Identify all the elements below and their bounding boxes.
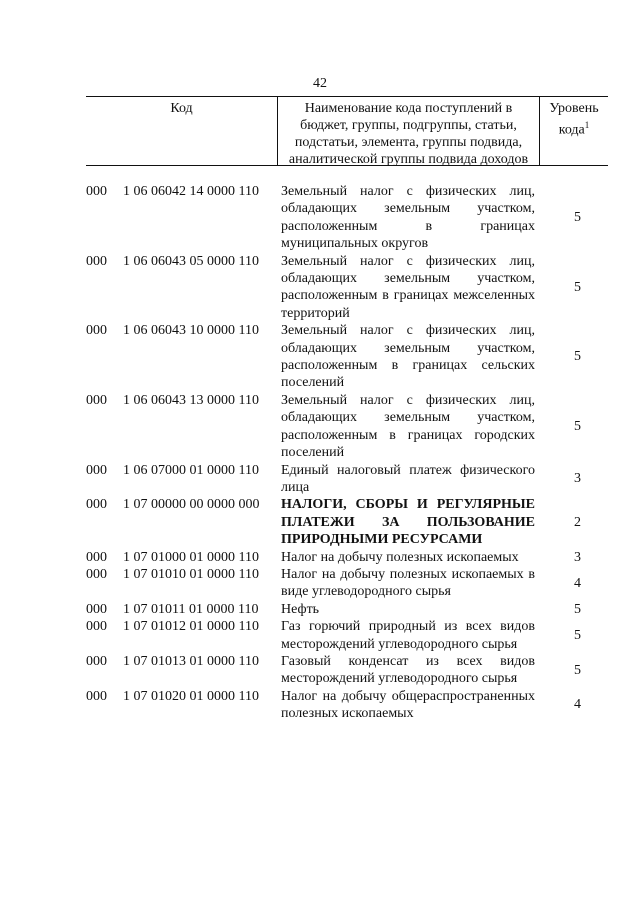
table-row [86, 322, 608, 392]
row-level: 5 [574, 662, 581, 678]
row-name: Налог на добычу полезных ископаемых в виде углеводородного сырья [281, 566, 535, 600]
row-level: 3 [574, 549, 581, 565]
row-prefix: 000 [86, 601, 107, 617]
row-name: Налог на добычу полезных ископаемых [281, 549, 519, 565]
page-number: 42 [313, 76, 327, 91]
header-level-label: Уровень кода [549, 101, 599, 138]
table-row [86, 183, 608, 253]
row-name: Земельный налог с физических лиц, обладающих земельным участком, расположенным в границах муниципальных округов [281, 184, 535, 252]
table-row [86, 462, 608, 497]
row-code: 1 07 01000 01 0000 110 [123, 549, 259, 565]
row-level: 5 [574, 601, 581, 617]
row-prefix: 000 [86, 462, 107, 478]
row-code: 1 06 07000 01 0000 110 [123, 462, 259, 478]
row-code: 1 07 01012 01 0000 110 [123, 619, 259, 635]
row-code: 1 06 06043 10 0000 110 [123, 323, 259, 339]
row-name: Газ горючий природный из всех видов месторождений углеводородного сырья [281, 619, 535, 652]
table-row [86, 549, 608, 566]
row-prefix: 000 [86, 323, 107, 339]
row-name: Земельный налог с физических лиц, обладающих земельным участком, расположенным в границах городских поселений [281, 392, 535, 461]
table-row [86, 496, 608, 548]
row-prefix: 000 [86, 549, 107, 565]
row-code: 1 07 01020 01 0000 110 [123, 688, 259, 704]
row-code: 1 07 00000 00 0000 000 [123, 497, 260, 513]
row-level: 4 [574, 575, 581, 591]
row-level: 2 [574, 514, 581, 530]
table-row [86, 688, 608, 723]
table-body [86, 183, 608, 723]
header-code: Код [86, 97, 278, 165]
row-name: Налог на добычу общераспространенных полезных ископаемых [281, 688, 535, 722]
row-prefix: 000 [86, 688, 107, 704]
row-prefix: 000 [86, 497, 107, 513]
row-prefix: 000 [86, 653, 107, 669]
table-row [86, 253, 608, 323]
table-row [86, 566, 608, 601]
header-name: Наименование кода поступлений в бюджет, группы, подгруппы, статьи, подстатьи, элемента, группы подвида, аналитической группы подвида доходов [278, 97, 540, 165]
row-prefix: 000 [86, 184, 107, 199]
row-prefix: 000 [86, 566, 107, 582]
row-name: НАЛОГИ, СБОРЫ И РЕГУЛЯРНЫЕ ПЛАТЕЖИ ЗА ПОЛЬЗОВАНИЕ ПРИРОДНЫМИ РЕСУРСАМИ [281, 497, 535, 548]
table-row [86, 601, 608, 618]
row-code: 1 06 06042 14 0000 110 [123, 184, 259, 199]
row-code: 1 06 06043 05 0000 110 [123, 253, 259, 269]
row-level: 5 [574, 627, 581, 643]
row-name: Земельный налог с физических лиц, обладающих земельным участком, расположенным в границах межселенных территорий [281, 253, 535, 321]
row-code: 1 06 06043 13 0000 110 [123, 392, 259, 408]
row-name: Земельный налог с физических лиц, обладающих земельным участком, расположенным в границах сельских поселений [281, 323, 535, 391]
footnote-marker: 1 [584, 120, 590, 130]
table-row [86, 618, 608, 653]
row-level: 5 [574, 349, 581, 365]
table-row [86, 653, 608, 688]
header-level [540, 97, 608, 165]
table-header [86, 96, 608, 166]
row-level: 5 [574, 418, 581, 434]
row-name: Нефть [281, 601, 320, 617]
row-level: 3 [574, 471, 581, 487]
row-level: 5 [574, 210, 581, 226]
row-level: 5 [574, 279, 581, 295]
row-prefix: 000 [86, 253, 107, 269]
row-code: 1 07 01011 01 0000 110 [123, 601, 259, 617]
table-row [86, 392, 608, 462]
row-code: 1 07 01010 01 0000 110 [123, 566, 259, 582]
row-name: Газовый конденсат из всех видов месторождений углеводородного сырья [281, 653, 535, 687]
row-level: 4 [574, 697, 581, 713]
row-code: 1 07 01013 01 0000 110 [123, 653, 259, 669]
row-prefix: 000 [86, 619, 107, 635]
row-prefix: 000 [86, 392, 107, 408]
row-name: Единый налоговый платеж физического лица [281, 462, 535, 495]
